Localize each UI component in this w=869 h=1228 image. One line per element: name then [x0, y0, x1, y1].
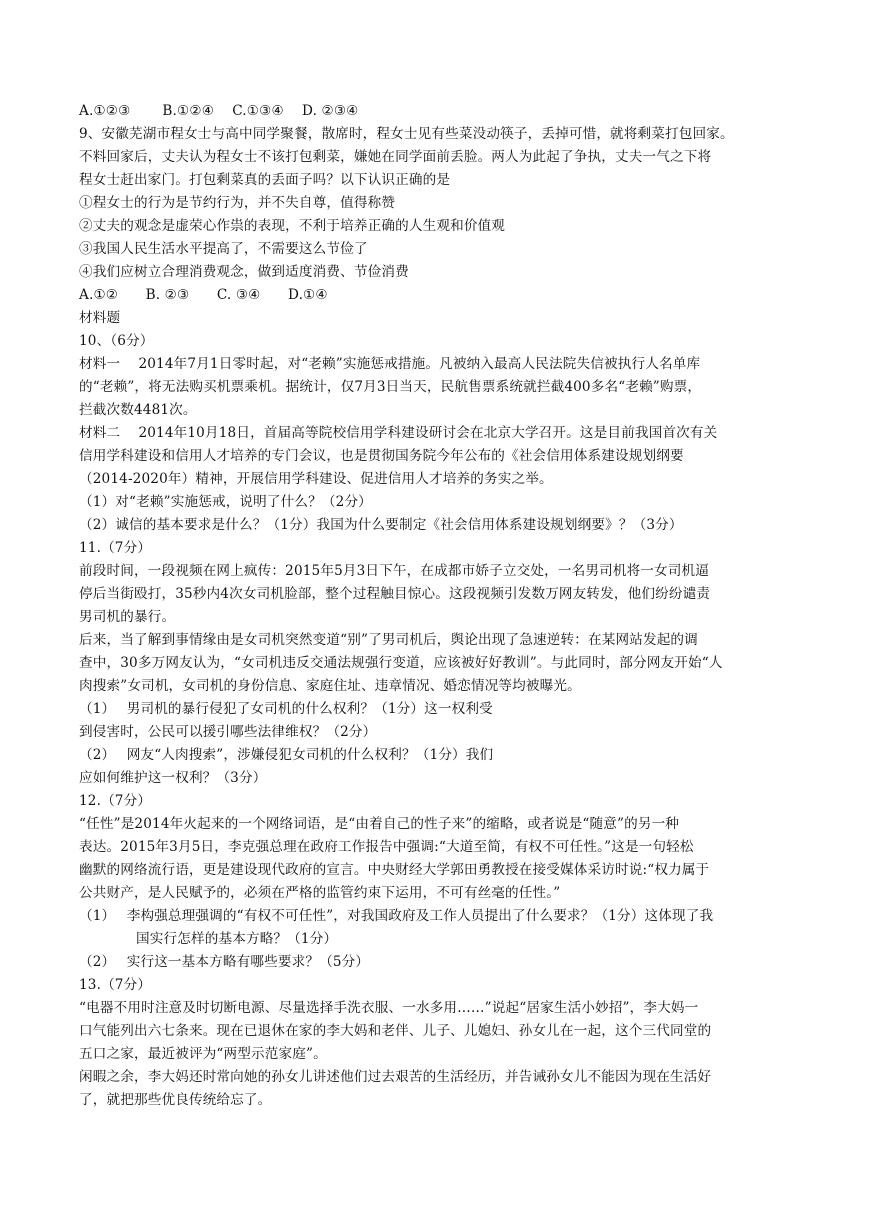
q9-statement-1: ①程女士的行为是节约行为，并不失自尊，值得称赞 — [79, 195, 396, 211]
q12-para-line-4: 公共财产，是人民赋予的，必须在严格的监管约束下运用，不可有丝毫的任性。” — [79, 885, 561, 901]
q11-para-1-line-1: 前段时间，一段视频在网上疯传：2015年5月3日下午，在成都市娇子立交处，一名男司机将一女司机逼 — [79, 563, 710, 579]
q12-part-2: （2） 实行这一基本方略有哪些要求？（5分） — [79, 954, 370, 970]
q12-para-line-3: 幽默的网络流行语，更是建设现代政府的宣言。中央财经大学郭田勇教授在接受媒体采访时说:“权力属于 — [79, 862, 710, 878]
q13-para-1-line-2: 口气能列出六七条来。现在已退休在家的李大妈和老伴、儿子、儿媳妇、孙女儿在一起，这个三代同堂的 — [79, 1023, 712, 1039]
q11-part-1-line-2: 到侵害时，公民可以援引哪些法律维权？（2分） — [79, 724, 377, 740]
q9-stem-line-1: 9、安徽芜湖市程女士与高中同学聚餐，散席时，程女士见有些菜没动筷子，丢掉可惜，就将剩菜打包回家。 — [79, 126, 734, 142]
q12-part-1-line-1: （1） 李构强总理强调的“有权不可任性”，对我国政府及工作人员提出了什么要求？（1分）这体现了我 — [79, 908, 714, 924]
q10-material-1-line-1: 材料一 2014年7月1日零时起，对“老赖”实施惩戒措施。凡被纳入最高人民法院失信被执行人名单库 — [79, 356, 701, 372]
q13-para-2-line-2: 了，就把那些优良传统给忘了。 — [79, 1092, 272, 1108]
q11-part-2-line-1: （2） 网友“人肉搜索”，涉嫌侵犯女司机的什么权利？（1分）我们 — [79, 747, 494, 763]
q13-para-1-line-3: 五口之家，最近被评为“两型示范家庭”。 — [79, 1046, 327, 1062]
q12-para-line-2: 表达。2015年3月5日，李克强总理在政府工作报告中强调:“大道至简，有权不可任性。”这是一句轻松 — [79, 839, 694, 855]
q10-material-2-line-2: 信用学科建设和信用人才培养的专门会议，也是贯彻国务院今年公布的《社会信用体系建设规划纲要 — [79, 448, 684, 464]
q13-heading: 13.（7分） — [79, 977, 152, 993]
q10-part-2: （2）诚信的基本要求是什么？（1分）我国为什么要制定《社会信用体系建设规划纲要》？（3分） — [79, 517, 683, 533]
q11-para-1-line-2: 停后当街殴打，35秒内4次女司机脸部，整个过程触目惊心。这段视频引发数万网友转发，他们纷纷谴责 — [79, 586, 711, 602]
q9-stem-line-3: 程女士赶出家门。打包剩菜真的丢面子吗？以下认识正确的是 — [79, 172, 451, 188]
q11-para-2-line-2: 查中，30多万网友认为，“女司机违反交通法规强行变道，应该被好好教训”。与此同时，部分网友开始“人 — [79, 655, 723, 671]
q9-statement-3: ③我国人民生活水平提高了，不需要这么节俭了 — [79, 241, 368, 257]
q8-options: A.①②③ B.①②④ C.①③④ D. ②③④ — [79, 103, 359, 119]
q10-material-2-line-3: （2014-2020年）精神，开展信用学科建设、促进信用人才培养的务实之举。 — [79, 471, 553, 487]
q11-para-2-line-3: 肉搜索”女司机，女司机的身份信息、家庭住址、违章情况、婚恋情况等均被曝光。 — [79, 678, 581, 694]
q13-para-2-line-1: 闲暇之余，李大妈还时常向她的孙女儿讲述他们过去艰苦的生活经历，并告诫孙女儿不能因为现在生活好 — [79, 1069, 712, 1085]
q11-part-2-line-2: 应如何维护这一权利？（3分） — [79, 770, 267, 786]
q10-heading: 10、（6分） — [79, 333, 154, 349]
q12-para-line-1: “任性”是2014年火起来的一个网络词语，是“由着自己的性子来”的缩略，或者说是“随意”的另一种 — [79, 816, 680, 832]
q10-part-1: （1）对“老赖”实施惩戒，说明了什么？（2分） — [79, 494, 372, 510]
q10-material-1-line-2: 的“老赖”，将无法购买机票乘机。据统计，仅7月3日当天，民航售票系统就拦截400多名“老赖”购票， — [79, 379, 702, 395]
document-page — [79, 100, 799, 1112]
q11-para-2-line-1: 后来，当了解到事情缘由是女司机突然变道“别”了男司机后，舆论出现了急速逆转：在某网站发起的调 — [79, 632, 698, 648]
q10-material-2-line-1: 材料二 2014年10月18日，首届高等院校信用学科建设研讨会在北京大学召开。这是目前我国首次有关 — [79, 425, 718, 441]
q13-para-1-line-1: “电器不用时注意及时切断电源、尽量选择手洗衣服、一水多用……”说起“居家生活小妙招”，李大妈一 — [79, 1000, 699, 1016]
q11-part-1-line-1: （1） 男司机的暴行侵犯了女司机的什么权利？（1分）这一权利受 — [79, 701, 493, 717]
q11-heading: 11.（7分） — [79, 540, 152, 556]
q12-heading: 12.（7分） — [79, 793, 152, 809]
section-heading: 材料题 — [79, 310, 121, 326]
q9-options: A.①② B. ②③ C. ③④ D.①④ — [79, 287, 328, 303]
q9-statement-2: ②丈夫的观念是虚荣心作祟的表现，不利于培养正确的人生观和价值观 — [79, 218, 506, 234]
q9-stem-line-2: 不料回家后，丈夫认为程女士不该打包剩菜，嫌她在同学面前丢脸。两人为此起了争执，丈夫一气之下将 — [79, 149, 712, 165]
q10-material-1-line-3: 拦截次数4481次。 — [79, 402, 197, 418]
q11-para-1-line-3: 男司机的暴行。 — [79, 609, 176, 625]
q12-part-1-line-2: 国实行怎样的基本方略？（1分） — [136, 931, 338, 947]
q9-statement-4: ④我们应树立合理消费观念，做到适度消费、节俭消费 — [79, 264, 409, 280]
